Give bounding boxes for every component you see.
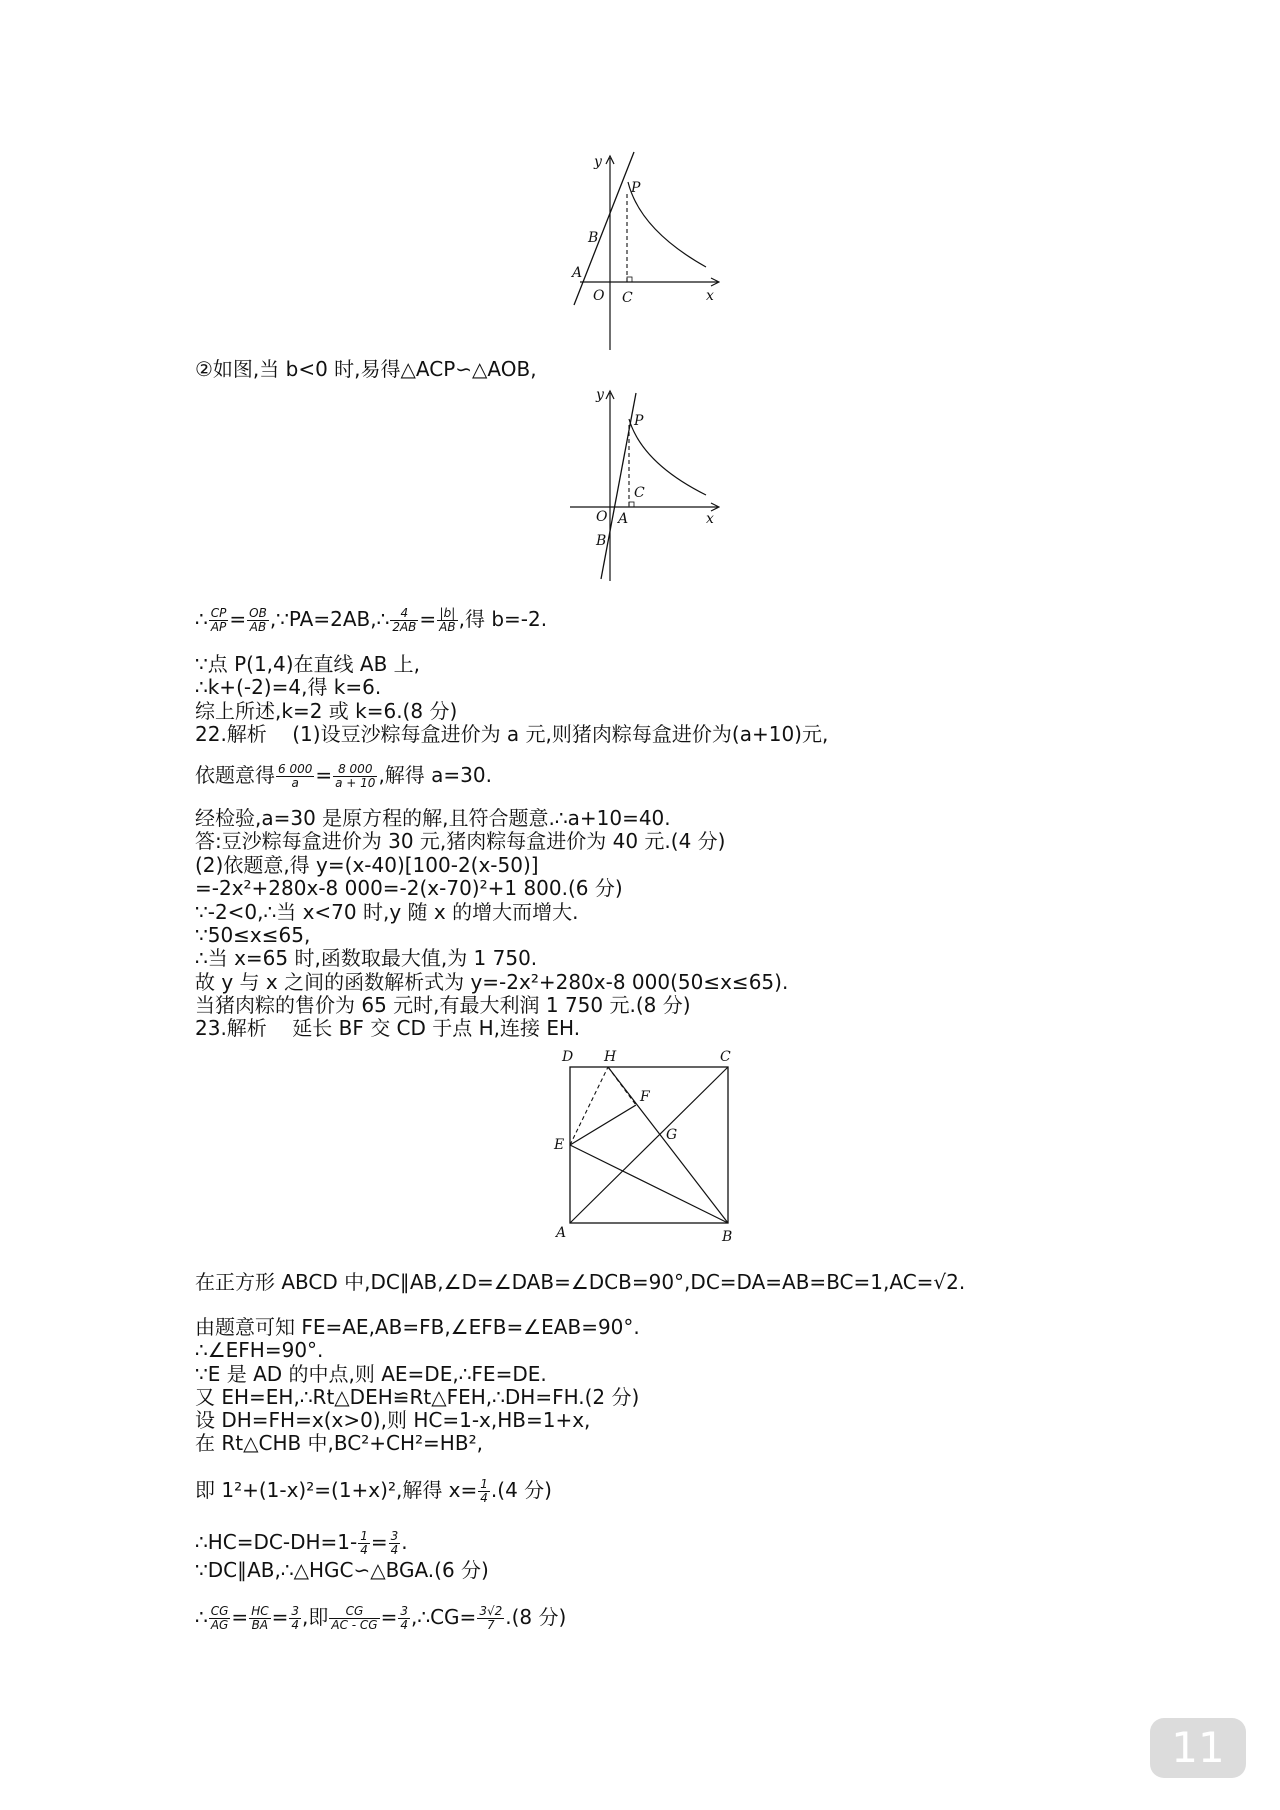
text-line: 由题意可知 FE=AE,AB=FB,∠EFB=∠EAB=90°. (195, 1315, 640, 1339)
text-line (195, 607, 547, 634)
text-span: 即 1²+(1-x)²=(1+x)²,解得 x= (195, 1478, 478, 1502)
fraction-num: HC (251, 1604, 269, 1618)
fraction-den: 4 (480, 1491, 488, 1505)
text-line: ∵点 P(1,4)在直线 AB 上, (195, 652, 421, 676)
fig3-label-g: G (666, 1127, 678, 1143)
fig1-label-x: x (706, 288, 714, 304)
fraction (358, 1530, 370, 1557)
text-line: ∵50≤x≤65, (195, 923, 311, 947)
fraction-den: AB (439, 620, 456, 634)
text-span: .(4 分) (490, 1478, 552, 1502)
fraction-den: 4 (291, 1618, 299, 1632)
text-span: = (271, 1605, 289, 1629)
text-span: ∴ (195, 1605, 208, 1629)
text-line: ∵DC∥AB,∴△HGC∽△BGA.(6 分) (195, 1558, 489, 1582)
text-line (195, 1530, 408, 1557)
text-span: ,∵PA=2AB,∴ (269, 607, 390, 631)
text-span: .(8 分) (505, 1605, 567, 1629)
fig1-label-b: B (588, 230, 599, 246)
fig3-label-a: A (556, 1225, 567, 1241)
fraction (249, 1605, 270, 1632)
fraction (289, 1605, 301, 1632)
fraction-num: 3 (291, 1604, 299, 1618)
fraction (209, 1605, 231, 1632)
fig3-label-e: E (554, 1137, 565, 1153)
figure-line-hyperbola-1 (560, 150, 720, 350)
fraction (390, 607, 418, 634)
fraction-den: 2AB (392, 620, 417, 634)
text-span: = (380, 1605, 398, 1629)
fig3-label-c: C (720, 1049, 731, 1065)
text-span: . (401, 1530, 408, 1554)
text-line: ∵E 是 AD 的中点,则 AE=DE,∴FE=DE. (195, 1362, 547, 1386)
fraction-den: AG (210, 1618, 229, 1632)
fig3-label-b: B (722, 1229, 733, 1245)
figure-line-hyperbola-2 (560, 385, 720, 581)
text-span: ,即 (302, 1605, 329, 1629)
text-line: 设 DH=FH=x(x>0),则 HC=1-x,HB=1+x, (195, 1408, 591, 1432)
fraction-den: AP (210, 620, 227, 634)
fraction-den: 4 (360, 1543, 368, 1557)
fraction (437, 607, 457, 634)
fraction (477, 1605, 504, 1632)
fraction-num: 3 (400, 1604, 408, 1618)
fraction-den: a + 10 (335, 776, 376, 790)
fraction-num: 3 (390, 1529, 399, 1543)
text-span: ,∴CG= (411, 1605, 477, 1629)
fig1-label-p: P (631, 180, 641, 196)
text-line (195, 722, 828, 746)
fraction-num: 4 (390, 607, 418, 621)
fraction (333, 763, 377, 790)
fig1-label-a: A (572, 265, 583, 281)
text-span: = (419, 607, 437, 631)
text-line: ∴当 x=65 时,函数取最大值,为 1 750. (195, 946, 538, 970)
text-span: ∴ (195, 607, 208, 631)
fraction (247, 607, 269, 634)
text-line (195, 763, 492, 790)
fraction (389, 1530, 401, 1557)
text-span: = (231, 1605, 249, 1629)
fraction-num: 1 (480, 1477, 488, 1491)
question-tag: 23.解析 (195, 1016, 267, 1040)
fraction-den: 7 (486, 1618, 495, 1632)
text-span: ∴HC=DC-DH=1- (195, 1530, 358, 1554)
fig3-label-f: F (640, 1089, 650, 1105)
text-span: (1)设豆沙粽每盒进价为 a 元,则猪肉粽每盒进价为(a+10)元, (292, 722, 829, 746)
text-line: 故 y 与 x 之间的函数解析式为 y=-2x²+280x-8 000(50≤x≤65). (195, 970, 789, 994)
fraction-num: CG (329, 1605, 379, 1619)
text-line: ∵-2<0,∴当 x<70 时,y 随 x 的增大而增大. (195, 900, 579, 924)
text-span: = (315, 763, 333, 787)
fraction-den: BA (251, 1618, 269, 1632)
fraction-den: AB (249, 620, 267, 634)
fig1-label-c: C (622, 290, 633, 306)
fig2-label-y: y (596, 387, 604, 403)
fig3-label-d: D (562, 1049, 574, 1065)
fig2-label-a: A (618, 511, 629, 527)
fraction-den: 4 (400, 1618, 408, 1632)
fig1-label-o: O (593, 288, 605, 304)
text-span: ,解得 a=30. (378, 763, 492, 787)
page-number: 11 (1150, 1718, 1246, 1778)
text-line: 综上所述,k=2 或 k=6.(8 分) (195, 699, 458, 723)
fraction-den: 4 (390, 1543, 399, 1557)
text-line (195, 1478, 552, 1505)
fig1-label-y: y (594, 154, 602, 170)
text-line: =-2x²+280x-8 000=-2(x-70)²+1 800.(6 分) (195, 876, 623, 900)
fraction (398, 1605, 410, 1632)
text-line: 当猪肉粽的售价为 65 元时,有最大利润 1 750 元.(8 分) (195, 993, 691, 1017)
fraction-num: 8 000 (333, 763, 377, 777)
text-line: ∴k+(-2)=4,得 k=6. (195, 675, 382, 699)
fig2-label-o: O (596, 509, 608, 525)
text-span: = (370, 1530, 388, 1554)
fraction-num: CG (210, 1604, 229, 1618)
fraction-den: AC - CG (331, 1618, 378, 1632)
figure-square-abcd (550, 1045, 740, 1245)
fraction-num: 1 (360, 1529, 368, 1543)
text-line: ∴∠EFH=90°. (195, 1338, 324, 1362)
question-tag: 22.解析 (195, 722, 267, 746)
fraction-num: 3√2 (479, 1604, 503, 1618)
fraction (209, 607, 229, 634)
fraction-num: CP (210, 606, 227, 620)
fig2-label-x: x (706, 511, 714, 527)
fraction (329, 1605, 379, 1632)
text-line: 在正方形 ABCD 中,DC∥AB,∠D=∠DAB=∠DCB=90°,DC=DA=AB=BC=1,AC=√2. (195, 1270, 966, 1294)
text-line: 答:豆沙粽每盒进价为 30 元,猪肉粽每盒进价为 40 元.(4 分) (195, 829, 726, 853)
text-span: 依题意得 (195, 763, 275, 787)
fig2-label-c: C (634, 485, 645, 501)
text-span: 延长 BF 交 CD 于点 H,连接 EH. (292, 1016, 581, 1040)
text-line (195, 1016, 580, 1040)
text-span: = (229, 607, 247, 631)
fig2-label-b: B (596, 533, 607, 549)
fraction (478, 1478, 490, 1505)
text-line: 在 Rt△CHB 中,BC²+CH²=HB², (195, 1431, 483, 1455)
text-line: 经检验,a=30 是原方程的解,且符合题意.∴a+10=40. (195, 806, 671, 830)
fraction-num: OB (249, 606, 267, 620)
fig3-label-h: H (604, 1049, 617, 1065)
fig2-label-p: P (634, 413, 644, 429)
text-line: (2)依题意,得 y=(x-40)[100-2(x-50)] (195, 853, 539, 877)
fraction-den: a (291, 776, 299, 790)
text-line: ②如图,当 b<0 时,易得△ACP∽△AOB, (195, 357, 537, 381)
fraction (276, 763, 314, 790)
fraction-num: |b| (437, 607, 457, 621)
text-span: ,得 b=-2. (458, 607, 548, 631)
fraction-num: 6 000 (278, 762, 313, 776)
text-line (195, 1605, 566, 1632)
text-line: 又 EH=EH,∴Rt△DEH≌Rt△FEH,∴DH=FH.(2 分) (195, 1385, 640, 1409)
